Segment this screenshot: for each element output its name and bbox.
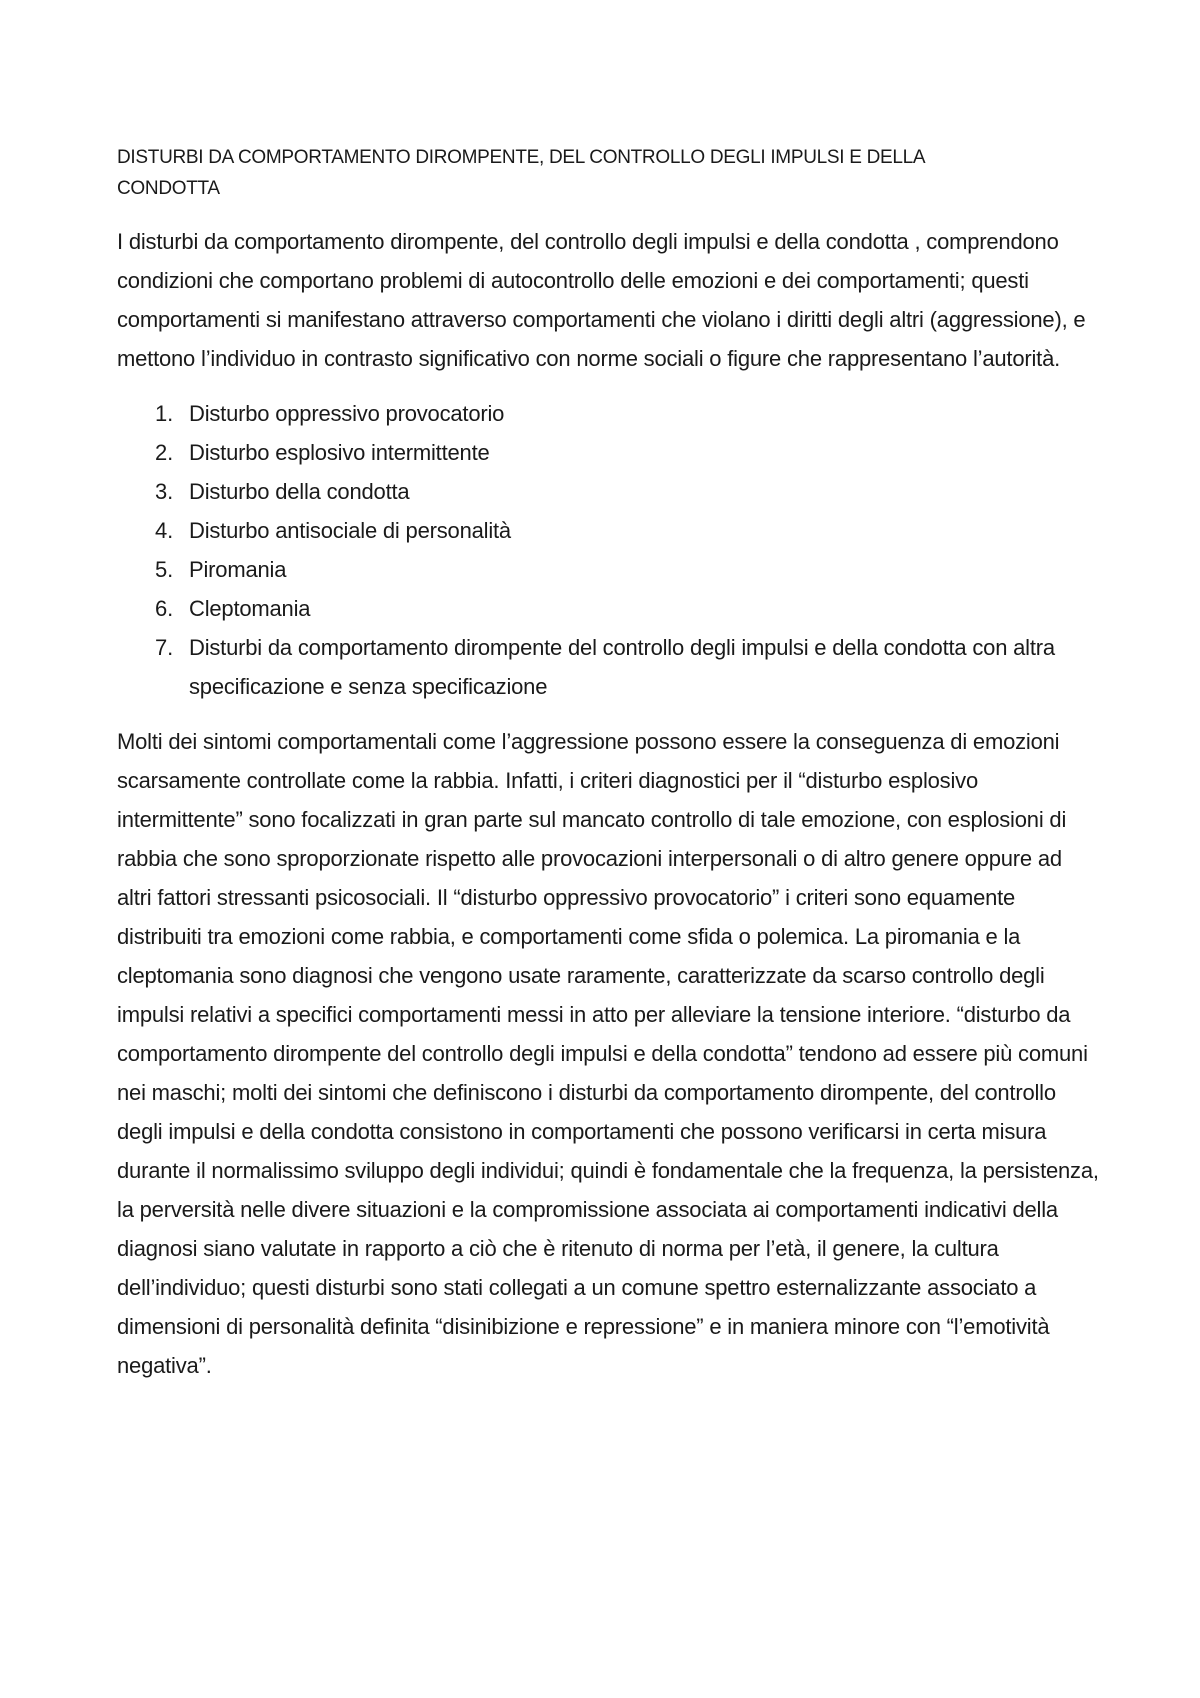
document-title: DISTURBI DA COMPORTAMENTO DIROMPENTE, DEL CONTROLLO DEGLI IMPULSI E DELLA CONDOTTA <box>117 147 925 199</box>
list-item: Disturbo della condotta <box>189 479 410 504</box>
list-item: Piromania <box>189 557 287 582</box>
list-item: Disturbo antisociale di personalità <box>189 518 511 543</box>
list-item: Cleptomania <box>189 596 311 621</box>
list-item: Disturbo esplosivo intermittente <box>189 440 490 465</box>
disorder-list <box>117 394 1100 706</box>
body-paragraph: Molti dei sintomi comportamentali come l’aggressione possono essere la conseguenza di emozioni scarsamente controllate come la rabbia. Infatti, i criteri diagnostici per il “disturbo esplosivo intermittente” sono focalizzati in gran parte sul mancato controllo di tale emozione, con esplosioni di rabbia che sono sproporzionate rispetto alle provocazioni interpersonali o di altro genere oppure ad altri fattori stressanti psicosociali. Il “disturbo oppressivo provocatorio” i criteri sono equamente distribuiti tra emozioni come rabbia, e comportamenti come sfida o polemica. La piromania e la cleptomania sono diagnosi che vengono usate raramente, caratterizzate da scarso controllo degli impulsi relativi a specifici comportamenti messi in atto per alleviare la tensione interiore. “disturbo da comportamento dirompente del controllo degli impulsi e della condotta” tendono ad essere più comuni nei maschi; molti dei sintomi che definiscono i disturbi da comportamento dirompente, del controllo degli impulsi e della condotta consistono in comportamenti che possono verificarsi in certa misura durante il normalissimo sviluppo degli individui; quindi è fondamentale che la frequenza, la persistenza, la perversità nelle divere situazioni e la compromissione associata ai comportamenti indicativi della diagnosi siano valutate in rapporto a ciò che è ritenuto di norma per l’età, il genere, la cultura dell’individuo; questi disturbi sono stati collegati a un comune spettro esternalizzante associato a dimensioni di personalità definita “disinibizione e repressione” e in maniera minore con “l’emotività negativa”. <box>117 729 1099 1378</box>
intro-paragraph: I disturbi da comportamento dirompente, del controllo degli impulsi e della condotta , comprendono condizioni che comportano problemi di autocontrollo delle emozioni e dei comportamenti; questi comportamenti si manifestano attraverso comportamenti che violano i diritti degli altri (aggressione), e mettono l’individuo in contrasto significativo con norme sociali o figure che rappresentano l’autorità. <box>117 229 1086 371</box>
list-item: Disturbi da comportamento dirompente del controllo degli impulsi e della condotta con altra specificazione e senza specificazione <box>189 635 1055 699</box>
list-item: Disturbo oppressivo provocatorio <box>189 401 505 426</box>
